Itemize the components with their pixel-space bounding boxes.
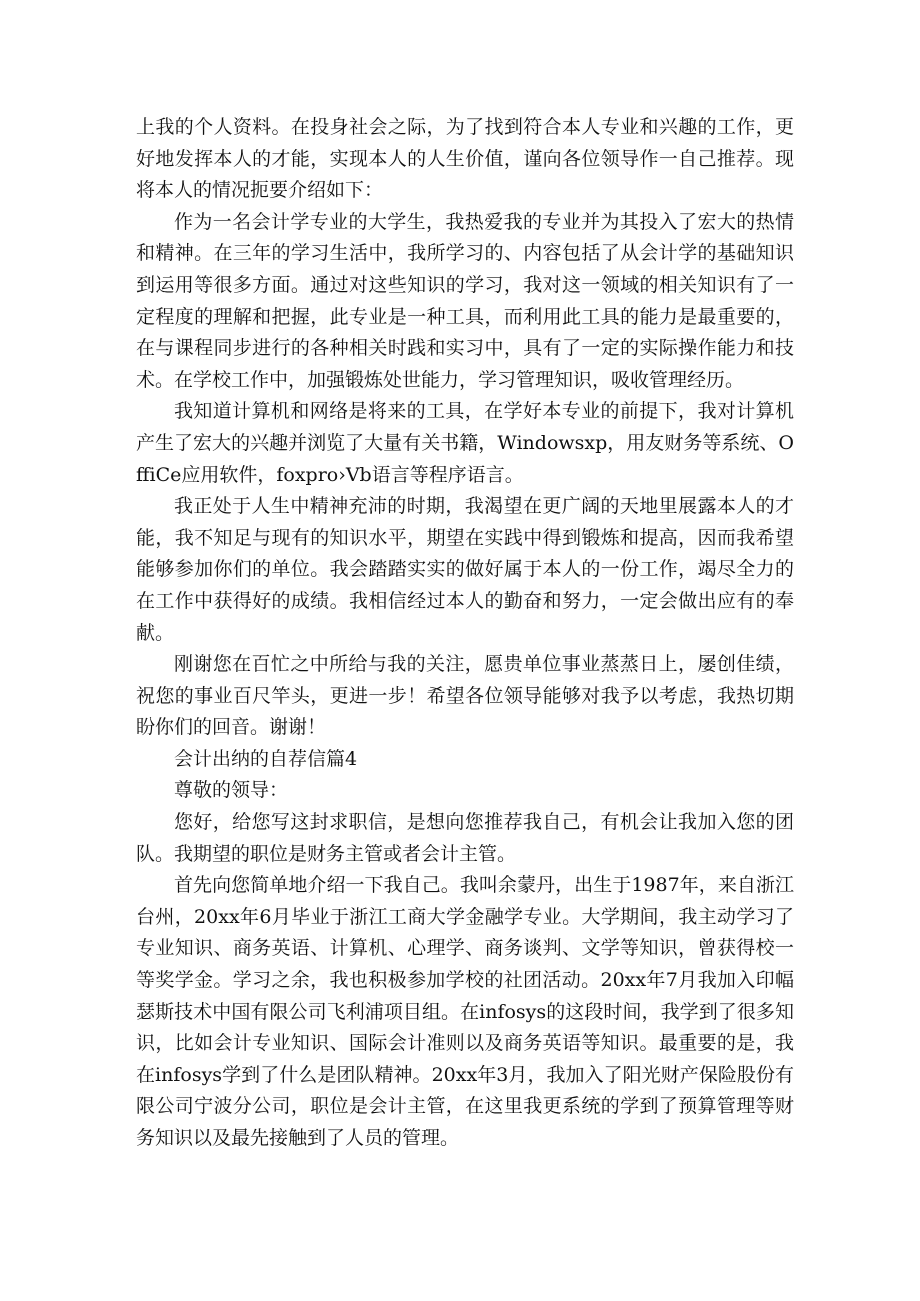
paragraph-self-introduction: 首先向您简单地介绍一下我自己。我叫余蒙丹，出生于1987年，来自浙江台州，20xx年6月毕业于浙江工商大学金融学专业。大学期间，我主动学习了专业知识、商务英语、计算机、心理学、商务谈判、文学等知识，曾获得校一等奖学金。学习之余，我也积极参加学校的社团活动。20xx年7月我加入印幅瑟斯技术中国有限公司飞利浦项目组。在infosys的这段时间，我学到了很多知识，比如会计专业知识、国际会计准则以及商务英语等知识。最重要的是，我在infosys学到了什么是团队精神。20xx年3月，我加入了阳光财产保险股份有限公司宁波分公司，职位是会计主管，在这里我更系统的学到了预算管理等财务知识以及最先接触到了人员的管理。 [136,874,794,1149]
paragraph-thanks: 刚谢您在百忙之中所给与我的关注，愿贵单位事业蒸蒸日上，屡创佳绩，祝您的事业百尺竿头，更进一步！希望各位领导能够对我予以考虑，我热切期盼你们的回音。谢谢！ [136,653,794,739]
document-body [136,112,794,1155]
section-heading: 会计出纳的自荐信篇4 [174,747,358,770]
paragraph-intro-continuation: 上我的个人资料。在投身社会之际，为了找到符合本人专业和兴趣的工作，更好地发挥本人的才能，实现本人的人生价值，谨向各位领导作一自己推荐。现将本人的情况扼要介绍如下： [136,116,794,202]
salutation: 尊敬的领导： [174,779,289,802]
paragraph-aspiration: 我正处于人生中精神充沛的时期，我渴望在更广阔的天地里展露本人的才能，我不知足与现有的知识水平，期望在实践中得到锻炼和提高，因而我希望能够参加你们的单位。我会踏踏实实的做好属于本人的一份工作，竭尽全力的在工作中获得好的成绩。我相信经过本人的勤奋和努力，一定会做出应有的奉献。 [136,495,794,644]
paragraph-major: 作为一名会计学专业的大学生，我热爱我的专业并为其投入了宏大的热情和精神。在三年的学习生活中，我所学习的、内容包括了从会计学的基础知识到运用等很多方面。通过对这些知识的学习，我对这一领域的相关知识有了一定程度的理解和把握，此专业是一种工具，而利用此工具的能力是最重要的，在与课程同步进行的各种相关时践和实习中，具有了一定的实际操作能力和技术。在学校工作中，加强锻炼处世能力，学习管理知识，吸收管理经历。 [136,210,794,391]
paragraph-computer-skills: 我知道计算机和网络是将来的工具，在学好本专业的前提下，我对计算机产生了宏大的兴趣并浏览了大量有关书籍，Windowsxp，用友财务等系统、OffiCe应用软件，foxpro›Vb语言等程序语言。 [136,400,794,486]
paragraph-greeting: 您好，给您写这封求职信，是想向您推荐我自己，有机会让我加入您的团队。我期望的职位是财务主管或者会计主管。 [136,811,794,865]
